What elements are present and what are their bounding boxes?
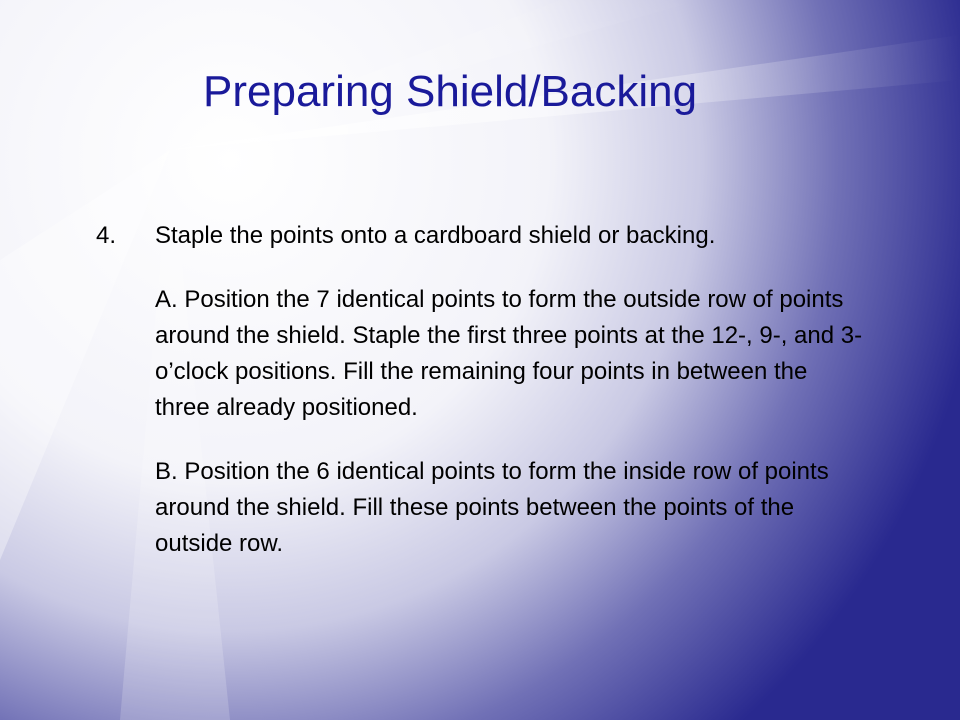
step-text: Staple the points onto a cardboard shield or backing. [155, 222, 716, 249]
step-item [96, 218, 896, 254]
step-number: 4. [96, 222, 117, 249]
sub-step-b: B. Position the 6 identical points to form the inside row of points around the shield. Fill these points between the points of the outside row. [155, 458, 829, 557]
slide-title: Preparing Shield/Backing [203, 67, 698, 116]
slide-body [96, 218, 896, 562]
sub-step-a: A. Position the 7 identical points to form the outside row of points around the shield. Staple the first three points at the 12-, 9-, and 3-o’clock positions. Fill the remaining four points in between the three already positioned. [155, 286, 863, 421]
